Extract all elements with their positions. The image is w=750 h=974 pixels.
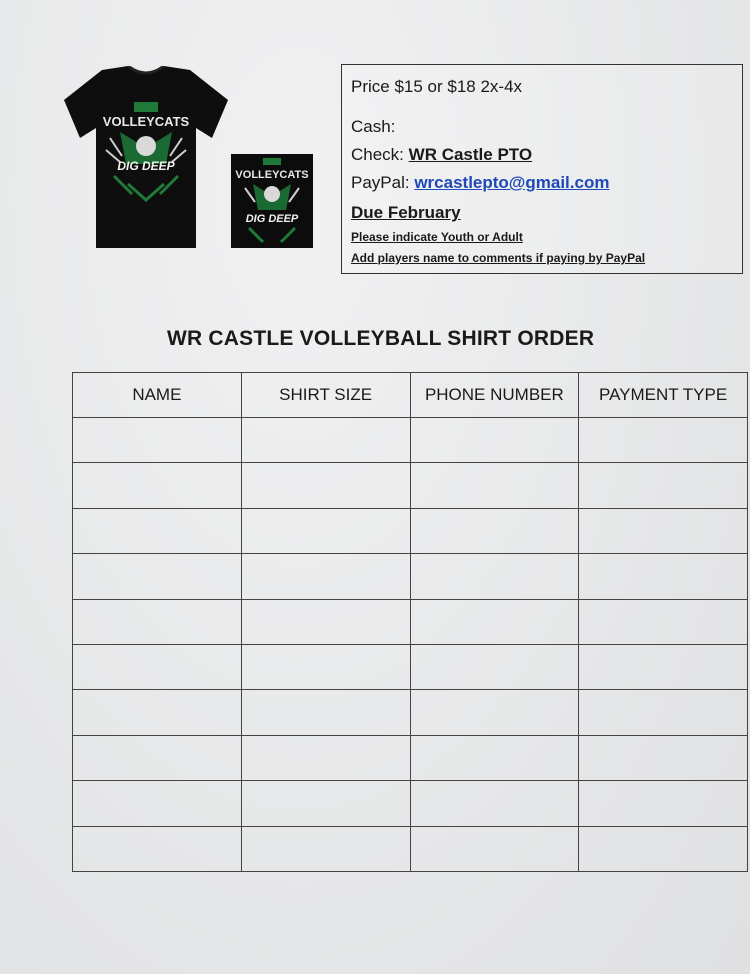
name-cell[interactable] xyxy=(73,644,242,689)
name-cell[interactable] xyxy=(73,826,242,871)
shirt-front-line2: DIG DEEP xyxy=(117,159,175,173)
table-row xyxy=(73,735,748,780)
table-row xyxy=(73,644,748,689)
name-cell[interactable] xyxy=(73,781,242,826)
payment-type-cell[interactable] xyxy=(579,599,748,644)
shirt-size-cell[interactable] xyxy=(241,735,410,780)
phone-number-cell[interactable] xyxy=(410,463,579,508)
phone-number-cell[interactable] xyxy=(410,554,579,599)
shirt-size-cell[interactable] xyxy=(241,599,410,644)
payment-type-cell[interactable] xyxy=(579,418,748,463)
name-cell[interactable] xyxy=(73,463,242,508)
name-cell[interactable] xyxy=(73,599,242,644)
phone-number-cell[interactable] xyxy=(410,826,579,871)
shirt-size-cell[interactable] xyxy=(241,418,410,463)
payment-type-cell[interactable] xyxy=(579,735,748,780)
due-line xyxy=(351,203,461,223)
price-text: Price $15 or $18 2x-4x xyxy=(351,77,523,96)
order-info-box xyxy=(341,64,743,274)
phone-number-cell[interactable] xyxy=(410,418,579,463)
table-row xyxy=(73,690,748,735)
table-row xyxy=(73,826,748,871)
payment-type-cell[interactable] xyxy=(579,463,748,508)
payment-type-cell[interactable] xyxy=(579,554,748,599)
cash-label: Cash: xyxy=(351,117,396,136)
paypal-label: PayPal: xyxy=(351,173,410,192)
shirt-size-cell[interactable] xyxy=(241,554,410,599)
table-row xyxy=(73,554,748,599)
table-row xyxy=(73,418,748,463)
payment-type-cell[interactable] xyxy=(579,690,748,735)
payment-type-cell[interactable] xyxy=(579,508,748,553)
table-header-row xyxy=(73,373,748,418)
header-name: NAME xyxy=(73,373,242,418)
form-title: WR CASTLE VOLLEYBALL SHIRT ORDER xyxy=(167,327,595,350)
payment-type-cell[interactable] xyxy=(579,781,748,826)
payment-type-cell[interactable] xyxy=(579,826,748,871)
shirt-size-cell[interactable] xyxy=(241,690,410,735)
tshirt-print-image xyxy=(231,154,313,248)
phone-number-cell[interactable] xyxy=(410,599,579,644)
paypal-line xyxy=(351,173,609,193)
header-phone-number: PHONE NUMBER xyxy=(410,373,579,418)
table-row xyxy=(73,463,748,508)
name-cell[interactable] xyxy=(73,508,242,553)
phone-number-cell[interactable] xyxy=(410,690,579,735)
tshirt-front-image xyxy=(62,66,230,250)
header-payment-type: PAYMENT TYPE xyxy=(579,373,748,418)
order-rows xyxy=(73,418,748,872)
check-payee: WR Castle PTO xyxy=(408,145,533,164)
name-cell[interactable] xyxy=(73,735,242,780)
table-row xyxy=(73,599,748,644)
shirt-size-cell[interactable] xyxy=(241,463,410,508)
paypal-email-link[interactable]: wrcastlepto@gmail.com xyxy=(414,173,610,192)
table-row xyxy=(73,781,748,826)
order-table xyxy=(72,372,748,872)
payment-type-cell[interactable] xyxy=(579,644,748,689)
check-label: Check: xyxy=(351,145,404,164)
shirt-size-cell[interactable] xyxy=(241,781,410,826)
phone-number-cell[interactable] xyxy=(410,508,579,553)
due-text: Due February xyxy=(351,203,461,222)
shirt-print-line1: VOLLEYCATS xyxy=(235,169,309,181)
header-shirt-size: SHIRT SIZE xyxy=(241,373,410,418)
shirt-front-line1: VOLLEYCATS xyxy=(102,114,190,129)
shirt-size-cell[interactable] xyxy=(241,826,410,871)
shirt-print-line2: DIG DEEP xyxy=(245,213,299,225)
phone-number-cell[interactable] xyxy=(410,735,579,780)
phone-number-cell[interactable] xyxy=(410,781,579,826)
name-cell[interactable] xyxy=(73,418,242,463)
youth-adult-note: Please indicate Youth or Adult xyxy=(351,230,523,244)
name-cell[interactable] xyxy=(73,690,242,735)
paypal-comment-note: Add players name to comments if paying by PayPal xyxy=(351,251,646,265)
shirt-size-cell[interactable] xyxy=(241,508,410,553)
shirt-size-cell[interactable] xyxy=(241,644,410,689)
phone-number-cell[interactable] xyxy=(410,644,579,689)
table-row xyxy=(73,508,748,553)
check-line xyxy=(351,145,532,165)
name-cell[interactable] xyxy=(73,554,242,599)
